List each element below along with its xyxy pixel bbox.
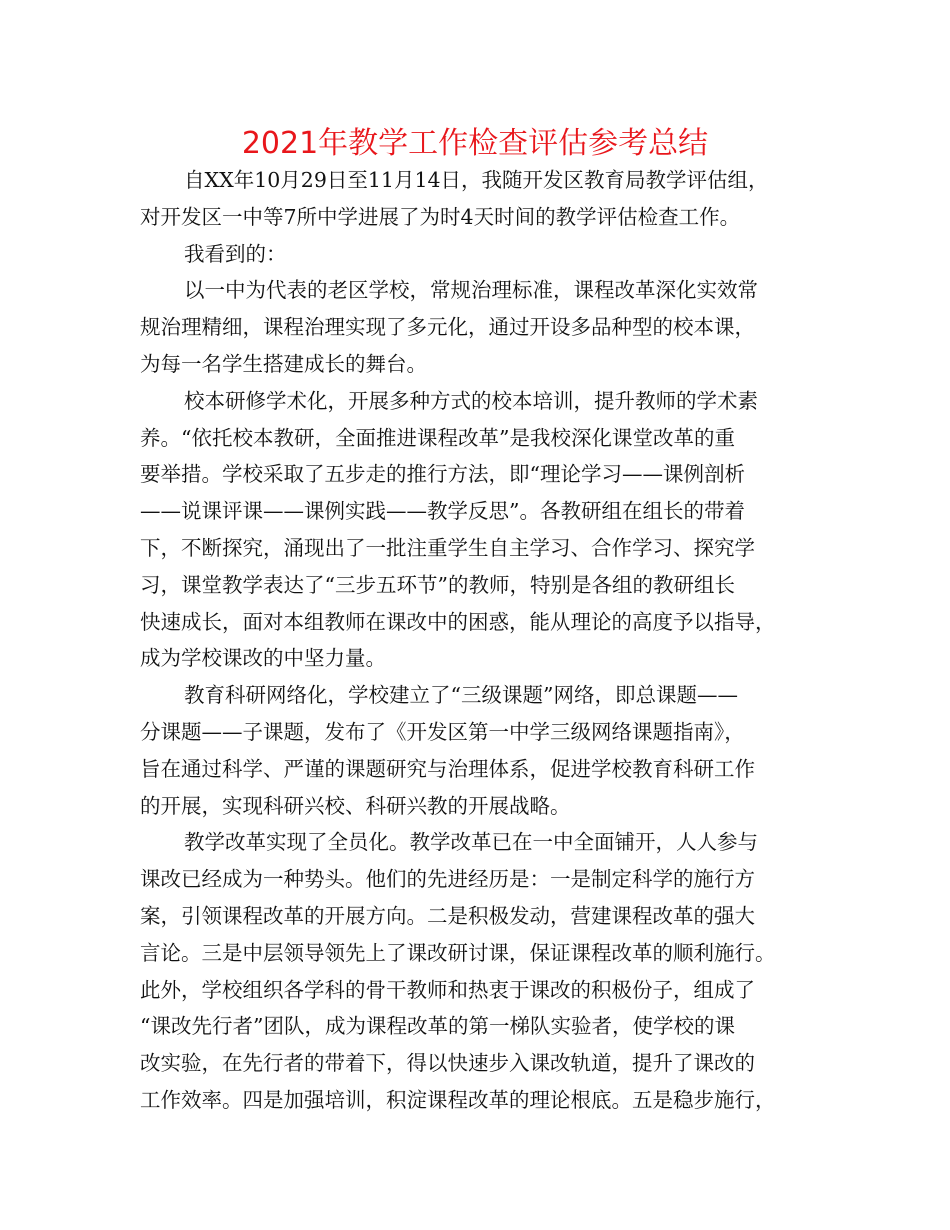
text-line: 快速成长，面对本组教师在课改中的困惑，能从理论的高度予以指导， [140, 609, 776, 634]
text-line: 言论。三是中层领导领先上了课改研讨课，保证课程改革的顺利施行。 [140, 940, 776, 965]
text-line: 案，引领课程改革的开展方向。二是积极发动，营建课程改革的强大 [140, 903, 755, 928]
document-body [140, 162, 812, 1119]
text-line: 我看到的： [184, 241, 287, 266]
text-line: 养。“依托校本教研，全面推进课程改革”是我校深化课堂改革的重 [140, 425, 735, 450]
text-line: 教育科研网络化，学校建立了“三级课题”网络，即总课题—— [184, 683, 738, 708]
text-line: 要举措。学校采取了五步走的推行方法，即“理论学习——课例剖析 [140, 462, 745, 487]
text-line: 课改已经成为一种势头。他们的先进经历是：一是制定科学的施行方 [140, 867, 755, 892]
text-line: ——说课评课——课例实践——教学反思”。各教研组在组长的带着 [140, 499, 745, 524]
text-line: 规治理精细，课程治理实现了多元化，通过开设多品种型的校本课， [140, 315, 755, 340]
text-line: 旨在通过科学、严谨的课题研究与治理体系，促进学校教育科研工作 [140, 756, 755, 781]
text-line: 自XX年10月29日至11月14日，我随开发区教育局教学评估组， [184, 168, 769, 192]
document-title: 2021年教学工作检查评估参考总结 [241, 126, 709, 161]
text-line: 改实验，在先行者的带着下，得以快速步入课改轨道，提升了课改的 [140, 1051, 755, 1076]
text-line: 工作效率。四是加强培训，积淀课程改革的理论根底。五是稳步施行， [140, 1087, 776, 1112]
text-line: 分课题——子课题，发布了《开发区第一中学三级网络课题指南》， [140, 719, 745, 744]
text-line: 成为学校课改的中坚力量。 [140, 646, 386, 671]
text-line: 习，课堂教学表达了“三步五环节”的教师，特别是各组的教研组长 [140, 572, 735, 597]
text-line: 对开发区一中等7所中学进展了为时4天时间的教学评估检查工作。 [140, 204, 741, 229]
text-line: 校本研修学术化，开展多种方式的校本培训，提升教师的学术素 [184, 388, 758, 413]
text-line: “课改先行者”团队，成为课程改革的第一梯队实验者，使学校的课 [140, 1014, 735, 1039]
text-line: 教学改革实现了全员化。教学改革已在一中全面铺开，人人参与 [184, 830, 758, 855]
text-line: 的开展，实现科研兴校、科研兴教的开展战略。 [140, 793, 571, 818]
text-line: 为每一名学生搭建成长的舞台。 [140, 351, 427, 376]
text-line: 下，不断探究，涌现出了一批注重学生自主学习、合作学习、探究学 [140, 535, 755, 560]
text-line: 此外，学校组织各学科的骨干教师和热衷于课改的积极份子，组成了 [140, 977, 755, 1002]
text-line: 以一中为代表的老区学校，常规治理标准，课程改革深化实效常 [184, 278, 758, 303]
